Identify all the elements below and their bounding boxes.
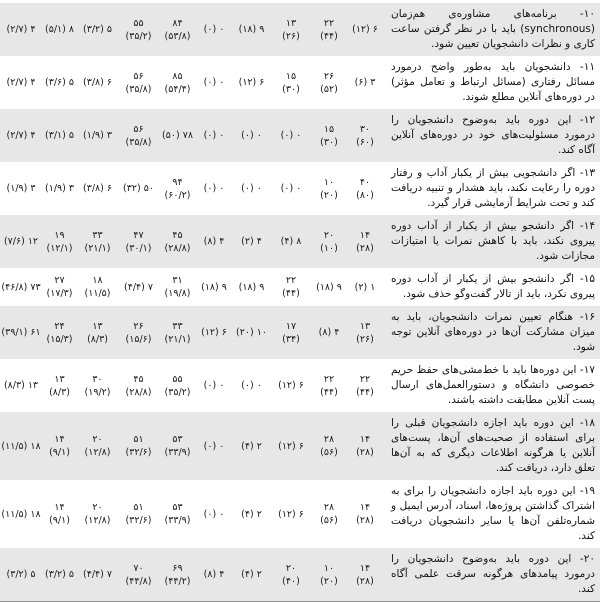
freq-count: ۱۴ (54, 502, 65, 513)
freq-percent: (۲۱/۱) (164, 333, 191, 345)
freq-percent: (۲۶) (282, 30, 300, 42)
freq-percent: (۱۲/۱) (46, 242, 73, 254)
freq-percent: (۴۴/۸) (125, 575, 152, 587)
freq-count: ۵۶ (133, 123, 144, 135)
freq-percent: (۶۰) (356, 136, 374, 148)
freq-percent: (۳۵/۲) (164, 386, 191, 398)
freq-cell: ۸ (۴) (280, 236, 302, 247)
freq-cell: ۶ (۳/۸) (83, 77, 112, 88)
freq-cell: ۱۲ (۷/۶) (3, 236, 39, 247)
table-row (0, 359, 600, 412)
freq-count: ۲۰ (92, 502, 103, 513)
freq-percent: (۳۳/۹) (164, 447, 191, 458)
freq-percent: (۵۳/۸) (164, 30, 191, 42)
freq-cell: ۶ (۱۲) (352, 24, 378, 35)
freq-cell: ۷ (۴/۴) (83, 569, 112, 580)
freq-cell (118, 306, 159, 359)
freq-percent: (۲۸) (356, 515, 374, 526)
freq-cell: ۵ (۳/۱) (45, 130, 74, 141)
freq-count: ۲۸ (323, 434, 335, 445)
freq-percent: (۴۴) (320, 386, 338, 398)
freq-percent: (۹/۱) (49, 447, 70, 458)
item-text: ۱۴- اگر دانشجو بیش از یکبار از آداب دوره پیروی نکند، باید با کاهش نمرات یا امتیازات مجازات شود. (391, 220, 595, 262)
freq-cell: ۰ (۰) (241, 130, 262, 141)
freq-cell (159, 56, 196, 109)
freq-count: ۱۴ (359, 434, 371, 445)
freq-count: ۱۹ (54, 229, 65, 241)
freq-cell (347, 109, 383, 162)
freq-count: ۱۴ (359, 562, 371, 574)
table-row (0, 268, 600, 306)
table-row (0, 56, 600, 109)
freq-percent: (۱۷/۳) (46, 288, 73, 299)
freq-cell: ۶ (۱۲) (278, 508, 304, 520)
survey-table-body (0, 3, 600, 602)
item-text: ۱۵- اگر دانشجو بیش از یکبار از آداب دوره پیروی نکرد، باید از تالار گفت‌وگو حذف شود. (391, 273, 595, 300)
table-row (0, 3, 600, 56)
freq-cell (77, 412, 118, 480)
freq-percent: (۱۲/۸) (84, 515, 111, 526)
freq-count: ۱۴ (359, 229, 371, 241)
item-text: ۲۰- این دوره باید به‌وضوح دانشجویان را درمورد پیامدهای هرگونه سرقت علمی آگاه کند. (391, 553, 595, 595)
freq-cell (347, 306, 383, 359)
item-text: ۱۲- این دوره باید به‌وضوح دانشجویان را درمورد مسئولیت‌های خود در دوره‌های آنلاین آگاه کند. (391, 114, 595, 156)
freq-cell: ۷۸ (۵۰) (162, 130, 193, 141)
freq-percent: (۳۵/۸) (125, 136, 152, 148)
freq-percent: (۲۸/۸) (125, 386, 152, 398)
freq-cell (347, 480, 383, 548)
freq-percent: (۵۴/۴) (164, 83, 191, 95)
freq-count: ۲۴ (54, 320, 65, 332)
freq-count: ۱۴ (359, 502, 371, 513)
freq-count: ۴۷ (133, 229, 144, 241)
freq-count: ۵۵ (172, 373, 183, 385)
freq-percent: (۸۰) (356, 189, 374, 201)
freq-count: ۱۴ (54, 434, 65, 445)
freq-cell (159, 412, 196, 480)
freq-count: ۵۳ (172, 434, 183, 445)
freq-cell: ۴ (۸) (318, 327, 340, 338)
freq-count: ۵۱ (133, 502, 144, 513)
freq-cell: ۴ (۸) (203, 236, 225, 247)
freq-percent: (۹/۱) (49, 515, 70, 526)
item-text: ۱۰- برنامه‌های مشاوره‌ی هم‌زمان (synchronous) باید با در نظر گرفتن ساعت کاری و نظرات دانشجویان تعیین شود. (391, 8, 595, 50)
freq-cell: ۴ (۲/۷) (6, 130, 36, 141)
freq-count: ۱۵ (285, 70, 297, 82)
freq-cell: ۰ (۰) (203, 24, 225, 35)
freq-cell: ۵ (۳/۲) (45, 569, 74, 580)
freq-cell (42, 268, 77, 306)
freq-count: ۱۰ (323, 562, 335, 574)
freq-cell (311, 548, 347, 602)
freq-cell (159, 268, 196, 306)
freq-cell: ۲ (۴) (241, 508, 262, 520)
freq-cell: ۰ (۰) (203, 183, 225, 194)
freq-count: ۲۲ (359, 373, 371, 385)
freq-cell: ۷ (۴/۴) (124, 281, 153, 293)
freq-percent: (۳۲/۶) (125, 515, 152, 526)
freq-count: ۳۳ (92, 229, 103, 241)
freq-cell: ۳ (۱/۹) (6, 183, 36, 194)
freq-cell (159, 480, 196, 548)
freq-percent: (۱۵/۳) (46, 333, 73, 345)
freq-cell (118, 3, 159, 56)
freq-cell: ۶۱ (۳۹/۱) (1, 327, 41, 338)
freq-percent: (۳۰/۱) (125, 242, 152, 254)
freq-cell: ۹ (۱۸) (238, 24, 265, 35)
freq-count: ۹۴ (172, 176, 183, 188)
table-row (0, 412, 600, 480)
freq-count: ۲۲ (285, 275, 297, 286)
freq-percent: (۲۱/۱) (84, 242, 111, 254)
freq-count: ۴۰ (359, 176, 371, 188)
freq-count: ۳۱ (172, 275, 183, 286)
freq-cell (159, 306, 196, 359)
freq-percent: (۳۰) (282, 83, 300, 95)
survey-results-table (0, 3, 600, 602)
freq-percent: (۳۳/۹) (164, 515, 191, 526)
freq-cell (159, 548, 196, 602)
freq-percent: (۱۹/۲) (84, 386, 111, 398)
freq-percent: (۳۵/۸) (125, 83, 152, 95)
freq-percent: (۱۱/۵) (84, 288, 111, 299)
freq-cell: ۹ (۱۸) (238, 281, 265, 293)
freq-percent: (۸/۳) (49, 386, 70, 398)
freq-count: ۱۸ (92, 275, 103, 286)
freq-percent: (۲۶) (356, 333, 374, 345)
item-text: ۱۷- این دوره‌ها باید با خط‌مشی‌های حفظ حریم خصوصی دانشگاه و دستورالعمل‌های ارسال پست آنلاین مطابقت داشته باشند. (391, 364, 595, 406)
freq-percent: (۲۸) (356, 242, 374, 254)
freq-cell: ۰ (۰) (241, 183, 262, 194)
freq-count: ۳۳ (172, 320, 183, 332)
freq-cell: ۱۸ (۱۱/۵) (1, 440, 41, 452)
freq-cell (77, 306, 118, 359)
freq-percent: (۳۲/۶) (125, 447, 152, 458)
table-row (0, 548, 600, 602)
freq-cell (77, 480, 118, 548)
freq-percent: (۵۶) (320, 447, 338, 458)
freq-cell: ۶ (۱۲) (238, 77, 265, 88)
freq-percent: (۶۰/۲) (164, 189, 191, 201)
freq-cell: ۰ (۰) (203, 380, 225, 391)
freq-cell (42, 215, 77, 268)
freq-percent: (۳۵/۲) (125, 30, 152, 42)
freq-cell (347, 359, 383, 412)
freq-count: ۲۷ (54, 275, 65, 286)
freq-percent: (۴۴/۲) (164, 575, 191, 587)
freq-cell: ۰ (۰) (241, 380, 262, 391)
freq-cell: ۶ (۱۲) (201, 327, 227, 338)
freq-cell: ۳ (۶) (354, 77, 376, 88)
freq-cell: ۶ (۱۲) (278, 440, 304, 452)
freq-cell (118, 215, 159, 268)
freq-count: ۱۳ (92, 320, 103, 332)
freq-cell: ۵۰ (۳۲) (123, 183, 154, 194)
freq-cell (271, 56, 311, 109)
freq-count: ۴۵ (133, 373, 144, 385)
freq-count: ۱۰ (323, 176, 335, 188)
freq-count: ۵۶ (133, 70, 144, 82)
freq-percent: (۳۴) (282, 333, 300, 345)
table-row (0, 306, 600, 359)
freq-percent: (۱۹/۸) (164, 288, 191, 299)
freq-percent: (۴۴) (356, 386, 374, 398)
freq-cell: ۲ (۴) (241, 569, 262, 580)
freq-cell: ۳ (۱/۹) (83, 130, 112, 141)
freq-cell (118, 56, 159, 109)
freq-cell: ۰ (۰) (280, 130, 302, 141)
freq-count: ۱۳ (54, 373, 65, 385)
freq-cell (311, 109, 347, 162)
freq-count: ۲۰ (323, 229, 335, 241)
freq-count: ۴۵ (172, 229, 183, 241)
freq-percent: (۳۰) (320, 136, 338, 148)
freq-cell (77, 359, 118, 412)
freq-count: ۵۱ (133, 434, 144, 445)
freq-count: ۳۰ (359, 123, 371, 135)
freq-cell: ۶ (۱۲) (278, 380, 304, 391)
freq-cell: ۰ (۰) (203, 508, 225, 520)
freq-cell (311, 56, 347, 109)
freq-cell (311, 359, 347, 412)
freq-cell: ۱۳ (۸/۳) (3, 380, 39, 391)
freq-cell (271, 3, 311, 56)
freq-cell (311, 215, 347, 268)
freq-count: ۲۲ (323, 17, 335, 29)
freq-count: ۲۶ (323, 70, 335, 82)
freq-percent: (۴۴) (320, 30, 338, 42)
freq-cell: ۹ (۱۸) (316, 281, 342, 293)
freq-count: ۲۲ (323, 373, 335, 385)
freq-cell: ۰ (۰) (203, 77, 225, 88)
freq-percent: (۲۸/۸) (164, 242, 191, 254)
freq-cell (77, 215, 118, 268)
freq-cell (271, 548, 311, 602)
freq-count: ۲۸ (323, 502, 335, 513)
freq-count: ۵۵ (133, 17, 144, 29)
freq-cell (271, 268, 311, 306)
freq-cell (159, 359, 196, 412)
freq-count: ۲۶ (133, 320, 144, 332)
freq-cell (347, 548, 383, 602)
freq-cell (118, 359, 159, 412)
item-text: ۱۸- این دوره باید اجازه دانشجویان قبلی را برای استفاده از صحبت‌های آن‌ها، پست‌های آنلاین یا هرگونه اطلاعات دیگری که به آن‌ها تعلق دارد، دریافت کند. (391, 417, 595, 474)
freq-cell: ۹ (۱۸) (201, 281, 227, 293)
freq-cell (118, 548, 159, 602)
freq-percent: (۱۲/۸) (84, 447, 111, 458)
freq-cell (159, 215, 196, 268)
freq-count: ۶۹ (172, 562, 183, 574)
freq-percent: (۵۲) (320, 83, 338, 95)
table-row (0, 109, 600, 162)
item-text: ۱۶- هنگام تعیین نمرات دانشجویان، باید به میزان مشارکت آن‌ها در دوره‌های آنلاین توجه شود. (391, 311, 595, 353)
freq-cell: ۶ (۳/۸) (83, 183, 112, 194)
freq-count: ۱۵ (323, 123, 335, 135)
freq-cell (311, 162, 347, 215)
freq-count: ۳۰ (92, 373, 103, 385)
freq-cell: ۴ (۲/۷) (6, 24, 36, 35)
freq-cell: ۷۳ (۴۶/۸) (1, 281, 41, 293)
freq-cell: ۵ (۳/۲) (6, 569, 36, 580)
freq-percent: (۲۸) (356, 447, 374, 458)
freq-cell (159, 162, 196, 215)
freq-cell (347, 162, 383, 215)
freq-percent: (۲۰) (320, 189, 338, 201)
table-row (0, 215, 600, 268)
freq-cell: ۳ (۱/۹) (45, 183, 74, 194)
freq-cell: ۴ (۲/۷) (6, 77, 36, 88)
freq-cell (347, 412, 383, 480)
freq-count: ۲۰ (285, 562, 297, 574)
freq-cell (118, 109, 159, 162)
table-row (0, 480, 600, 548)
freq-cell (42, 359, 77, 412)
freq-percent: (۱۰) (320, 242, 338, 254)
freq-count: ۸۵ (172, 70, 183, 82)
freq-cell: ۰ (۰) (203, 440, 225, 452)
freq-percent: (۵۶) (320, 515, 338, 526)
freq-cell: ۰ (۰) (280, 183, 302, 194)
freq-count: ۱۷ (285, 320, 297, 332)
freq-count: ۱۳ (285, 17, 297, 29)
freq-percent: (۴۰) (282, 575, 300, 587)
freq-cell (42, 412, 77, 480)
freq-cell: ۴ (۸) (203, 569, 225, 580)
freq-cell: ۱۰ (۲۰) (236, 327, 267, 338)
freq-count: ۸۴ (172, 17, 183, 29)
freq-cell: ۸ (۵/۱) (45, 24, 74, 35)
freq-count: ۲۰ (92, 434, 103, 445)
item-text: ۱۱- دانشجویان باید به‌طور واضح درمورد مسائل رفتاری (مسائل ارتباط و تعامل مؤثر) در دوره‌های آنلاین مطلع شوند. (391, 61, 595, 103)
freq-cell (311, 480, 347, 548)
freq-cell: ۴ (۲) (241, 236, 262, 247)
item-text: ۱۹- این دوره باید اجازه دانشجویان را برای به اشتراک گذاشتن پروژه‌ها، اسناد، آدرس ایمیل و شماره‌تلفن آن‌ها یا سایر دانشجویان دریافت کند. (391, 485, 595, 542)
freq-cell (159, 3, 196, 56)
table-row (0, 162, 600, 215)
freq-count: ۵۳ (172, 502, 183, 513)
item-text: ۱۳- اگر دانشجویی بیش از یکبار آداب و رفتار دوره را رعایت نکند، باید هشدار و تنبیه دریافت کند و تحت شرایط آزمایشی قرار گیرد. (391, 167, 595, 209)
freq-count: ۷۰ (133, 562, 144, 574)
freq-cell (347, 215, 383, 268)
freq-cell: ۱ (۲) (354, 281, 376, 293)
freq-percent: (۱۵/۶) (125, 333, 152, 345)
freq-cell (42, 480, 77, 548)
freq-cell (118, 480, 159, 548)
freq-percent: (۲۰) (320, 575, 338, 587)
freq-cell (271, 306, 311, 359)
freq-cell: ۰ (۰) (203, 130, 225, 141)
freq-percent: (۴۴) (282, 288, 300, 299)
freq-cell (42, 306, 77, 359)
freq-cell (311, 3, 347, 56)
freq-cell: ۱۸ (۱۱/۵) (1, 508, 41, 520)
freq-cell: ۵ (۳/۶) (45, 77, 74, 88)
freq-count: ۱۳ (359, 320, 371, 332)
freq-cell (77, 268, 118, 306)
freq-cell: ۲ (۴) (241, 440, 262, 452)
freq-cell (118, 412, 159, 480)
freq-percent: (۲۸) (356, 575, 374, 587)
freq-percent: (۸/۳) (87, 333, 108, 345)
freq-cell (311, 412, 347, 480)
freq-cell: ۵ (۳/۲) (83, 24, 112, 35)
